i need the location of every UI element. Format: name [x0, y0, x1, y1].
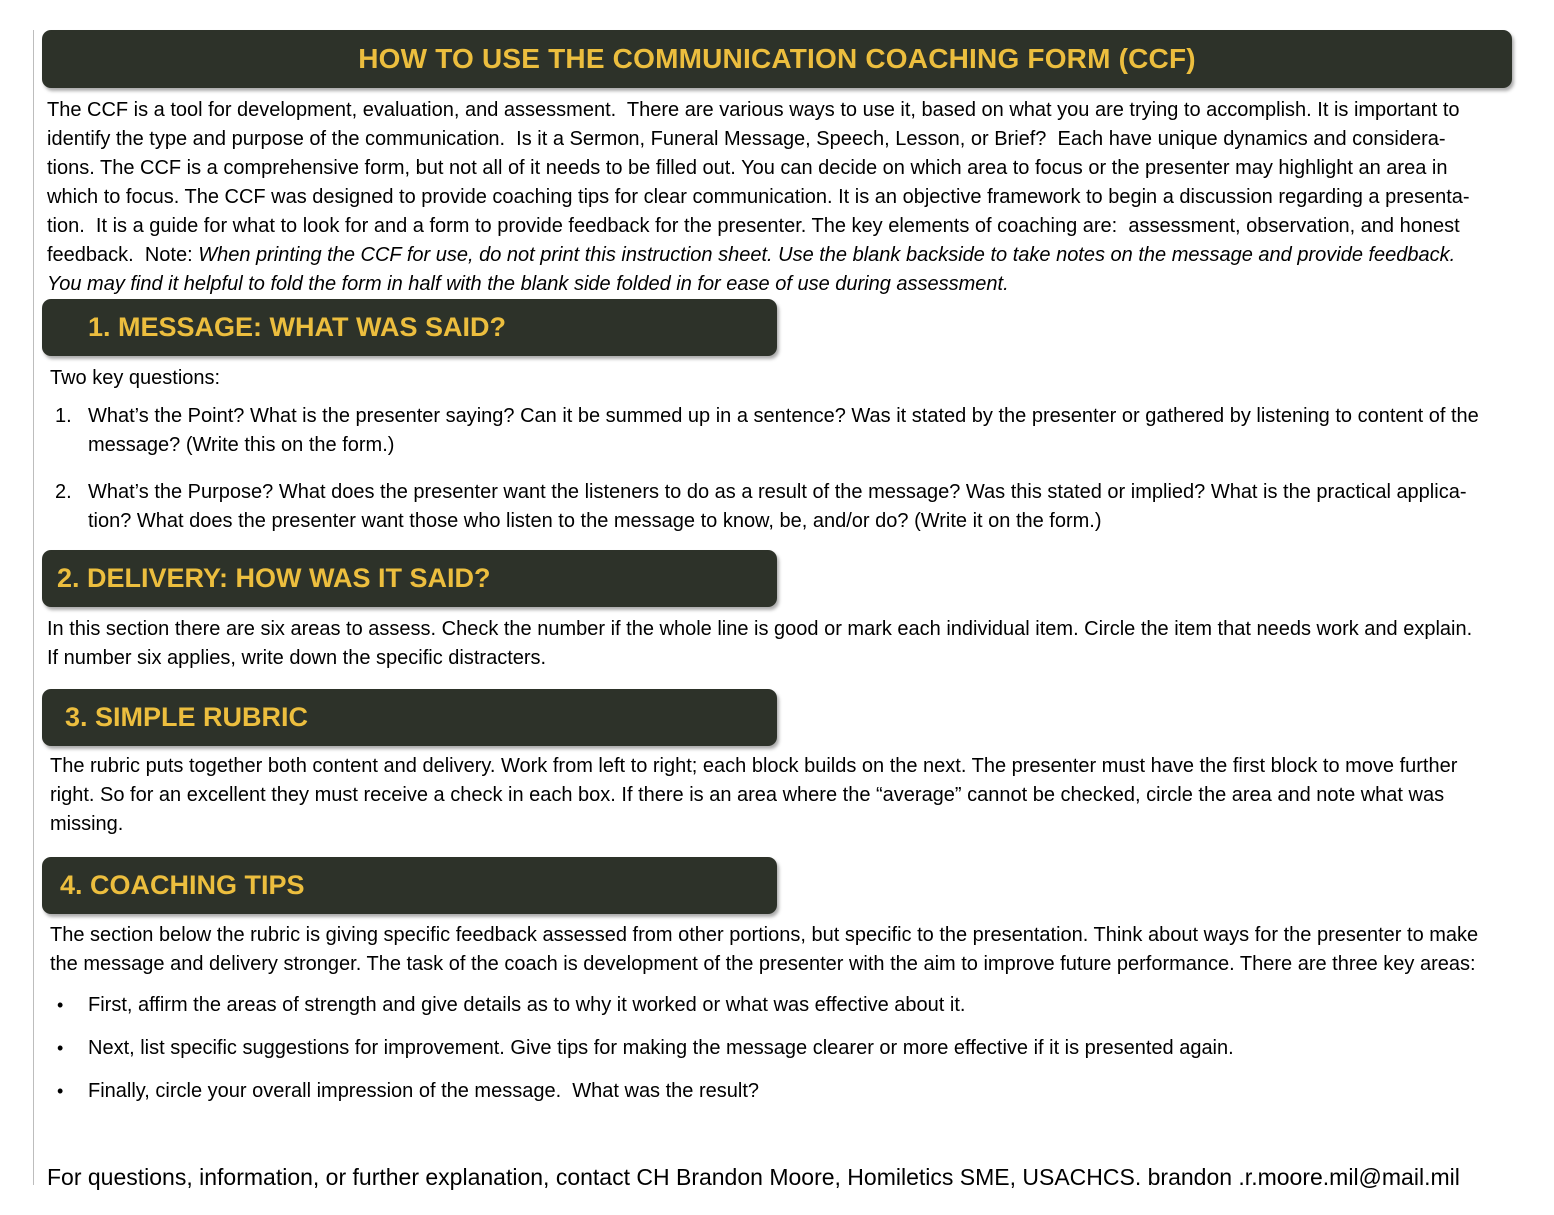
text-line	[47, 125, 1514, 154]
bullet-icon: •	[57, 995, 64, 1015]
list-item	[57, 991, 1514, 1020]
bullet-icon: •	[57, 1038, 64, 1058]
text-line: message? (Write this on the form.)	[88, 434, 395, 456]
text-line: What’s the Purpose? What does the presenter want the listeners to do as a result of the message? Was this stated or implied? What is the practical applica-	[88, 481, 1467, 503]
section-3-rubric-header-bar	[42, 689, 777, 746]
text-line: right. So for an excellent they must receive a check in each box. If there is an area where the “average” cannot be checked, circle the area and note what was	[50, 784, 1445, 806]
text-line	[47, 212, 1514, 241]
text-line: Next, list specific suggestions for improvement. Give tips for making the message clearer or more effective if it is presented again.	[88, 1037, 1234, 1059]
text-run-italic: When printing the CCF for use, do not print this instruction sheet. Use the blank backside to take notes on the message and provide feedback.	[198, 244, 1456, 266]
text-run: identify the type and purpose of the communication. Is it a Sermon, Funeral Message, Speech, Lesson, or Brief? Each have unique dynamics and considera-	[47, 128, 1446, 150]
list-item-number: 2.	[55, 481, 72, 503]
list-item-text	[88, 478, 1466, 536]
text-line: The rubric puts together both content and delivery. Work from left to right; each block builds on the next. The presenter must have the first block to move further	[50, 755, 1458, 777]
section-3-rubric-header: 3. SIMPLE RUBRIC	[65, 702, 309, 732]
text-line: In this section there are six areas to assess. Check the number if the whole line is good or mark each individual item. Circle the item that needs work and explain.	[47, 618, 1473, 640]
coaching-tips-bullet-list	[57, 991, 1514, 1106]
intro-paragraph	[47, 96, 1514, 299]
key-questions-list	[55, 402, 1514, 536]
section-1-message-header-bar	[42, 299, 777, 356]
text-run: which to focus. The CCF was designed to provide coaching tips for clear communication. It is an objective framework to begin a discussion regarding a presenta-	[47, 186, 1470, 208]
section-1-message-header: 1. MESSAGE: WHAT WAS SAID?	[88, 312, 507, 342]
list-item	[57, 1077, 1514, 1106]
section-2-delivery-header: 2. DELIVERY: HOW WAS IT SAID?	[57, 563, 491, 593]
section-2-body	[47, 615, 1514, 673]
text-run: tion. It is a guide for what to look for and a form to provide feedback for the presenter. The key elements of coaching are: assessment, observation, and honest	[47, 215, 1460, 237]
text-line	[47, 270, 1514, 299]
text-run: The CCF is a tool for development, evaluation, and assessment. There are various ways to use it, based on what you are trying to accomplish. It is important to	[47, 99, 1460, 121]
text-line: tion? What does the presenter want those who listen to the message to know, be, and/or do? (Write it on the form.)	[88, 510, 1102, 532]
section-1-lead-text: Two key questions:	[50, 367, 221, 389]
text-run-italic: You may find it helpful to fold the form in half with the blank side folded in for ease of use during assessment.	[47, 273, 1009, 295]
list-item-number: 1.	[55, 405, 72, 427]
section-3-body	[50, 752, 1514, 839]
text-line: the message and delivery stronger. The task of the coach is development of the presenter with the aim to improve future performance. There are three key areas:	[50, 953, 1476, 975]
text-line	[47, 96, 1514, 125]
section-4-coaching-tips-header-bar	[42, 857, 777, 914]
page-title-bar	[42, 30, 1512, 88]
list-item	[57, 1034, 1514, 1063]
list-item-text	[88, 402, 1479, 460]
text-line: missing.	[50, 813, 124, 835]
text-line: What’s the Point? What is the presenter saying? Can it be summed up in a sentence? Was it stated by the presenter or gathered by listening to content of the	[88, 405, 1479, 427]
page-title: HOW TO USE THE COMMUNICATION COACHING FORM (CCF)	[358, 43, 1196, 74]
text-line: Finally, circle your overall impression of the message. What was the result?	[88, 1080, 760, 1102]
text-run: feedback. Note:	[47, 244, 199, 266]
text-line	[47, 183, 1514, 212]
bullet-icon: •	[57, 1081, 64, 1101]
contact-info: For questions, information, or further explanation, contact CH Brandon Moore, Homiletics SME, USACHCS. brandon .r.moore.mil@mail.mil	[47, 1164, 1460, 1190]
list-item	[55, 402, 1514, 460]
section-4-coaching-tips-header: 4. COACHING TIPS	[60, 870, 305, 900]
text-line: The section below the rubric is giving specific feedback assessed from other portions, but specific to the presentation. Think about ways for the presenter to make	[50, 924, 1479, 946]
section-2-delivery-header-bar	[42, 550, 777, 607]
section-4-body	[50, 921, 1514, 979]
text-line	[47, 241, 1514, 270]
text-run: tions. The CCF is a comprehensive form, but not all of it needs to be filled out. You can decide on which area to focus or the presenter may highlight an area in	[47, 157, 1448, 179]
text-line	[47, 154, 1514, 183]
page-frame-border	[33, 30, 34, 1185]
text-line: First, affirm the areas of strength and give details as to why it worked or what was effective about it.	[88, 994, 966, 1016]
text-line: If number six applies, write down the specific distracters.	[47, 647, 547, 669]
list-item	[55, 478, 1514, 536]
